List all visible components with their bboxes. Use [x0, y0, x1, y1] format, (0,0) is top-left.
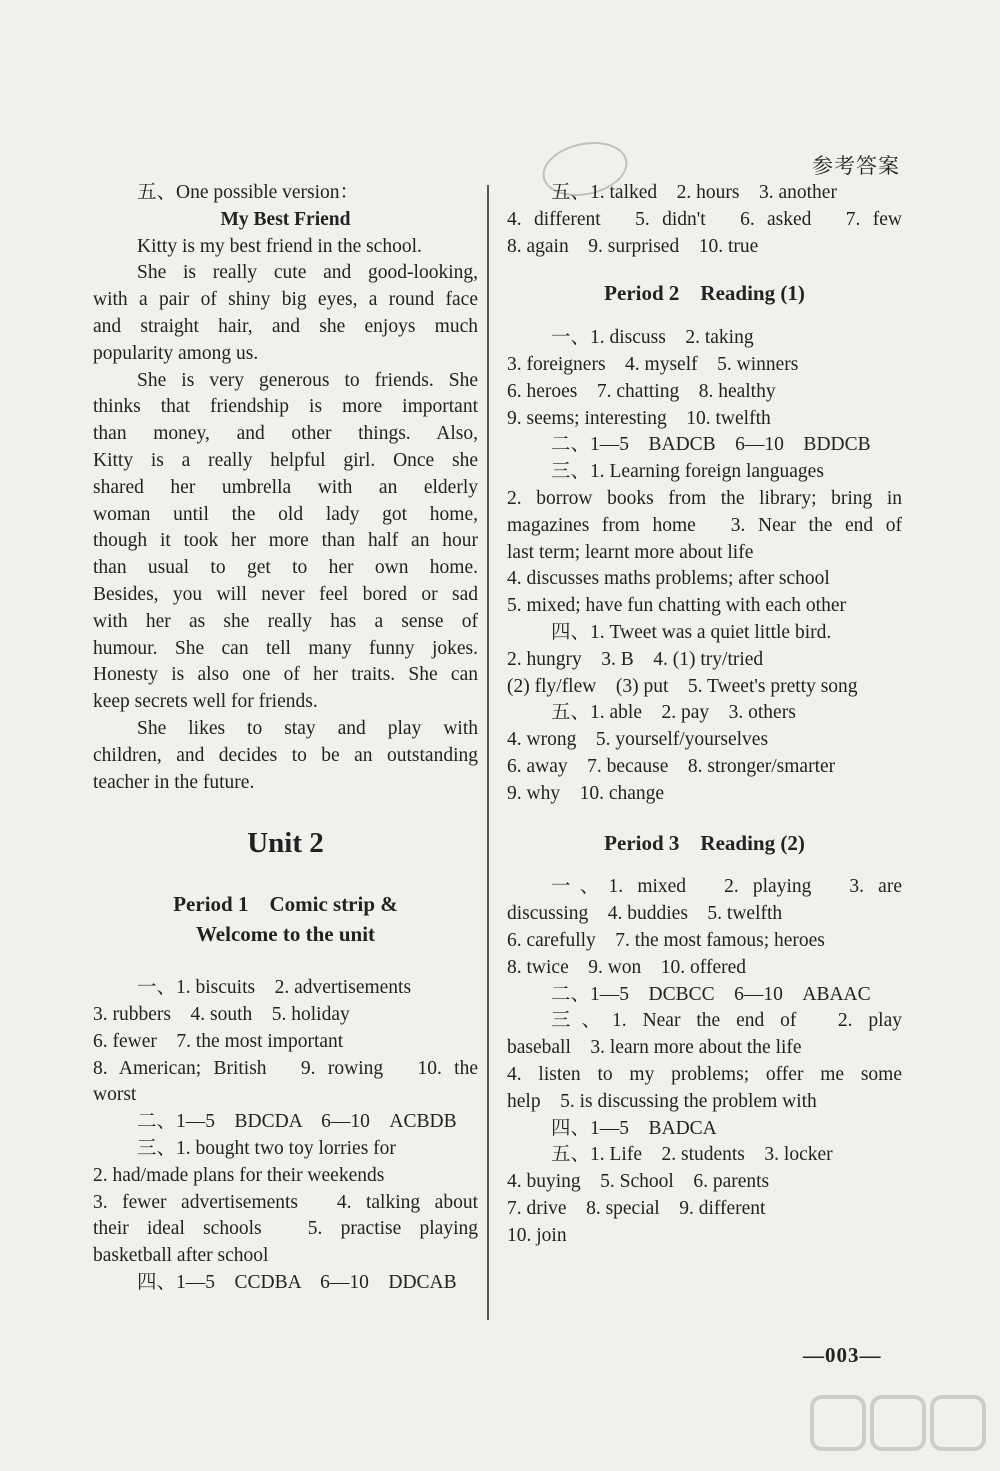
- text-line: keep secrets well for friends.: [93, 691, 318, 713]
- text-line: 二、1—5 DCBCC 6—10 ABAAC: [551, 983, 871, 1005]
- text-line: than usual to get to her own home.: [93, 557, 478, 579]
- text-line: 6. heroes 7. chatting 8. healthy: [507, 380, 776, 402]
- text-line: 4. listen to my problems; offer me some: [507, 1063, 902, 1085]
- text-line: 一、1. mixed 2. playing 3. are: [551, 876, 902, 898]
- period1-title-line1: Period 1 Comic strip &: [173, 892, 398, 917]
- text-line: 6. fewer 7. the most important: [93, 1030, 344, 1052]
- text-line: 五、1. talked 2. hours 3. another: [551, 182, 837, 203]
- text-line: 四、1. Tweet was a quiet little bird.: [551, 621, 832, 643]
- text-line: She likes to stay and play with: [137, 717, 478, 739]
- text-line: 四、1—5 CCDBA 6—10 DDCAB: [137, 1271, 457, 1293]
- text-line: basketball after school: [93, 1245, 269, 1267]
- text-line: last term; learnt more about life: [507, 541, 754, 563]
- text-line: children, and decides to be an outstanding: [93, 744, 478, 766]
- period2-answers: [507, 325, 902, 807]
- text-line: humour. She can tell many funny jokes.: [93, 637, 478, 659]
- version-label: 五、One possible version：: [137, 182, 360, 203]
- text-line: discussing 4. buddies 5. twelfth: [507, 903, 783, 925]
- text-line: baseball 3. learn more about the life: [507, 1037, 802, 1059]
- text-line: 9. why 10. change: [507, 782, 665, 804]
- text-line: Besides, you will never feel bored or sad: [93, 583, 478, 605]
- column-divider: [487, 185, 489, 1320]
- text-line: with her as she really has a sense of: [93, 610, 478, 632]
- left-column: [93, 180, 478, 1297]
- essay-title: My Best Friend: [220, 208, 351, 230]
- text-line: teacher in the future.: [93, 771, 255, 793]
- text-line: 一、1. discuss 2. taking: [551, 327, 754, 349]
- text-line: 4. wrong 5. yourself/yourselves: [507, 729, 769, 751]
- text-line: 二、1—5 BADCB 6—10 BDDCB: [551, 434, 871, 456]
- text-line: 4. different 5. didn't 6. asked 7. few: [507, 208, 902, 230]
- right-column: [507, 180, 902, 1249]
- text-line: 8. twice 9. won 10. offered: [507, 956, 746, 978]
- text-line: Honesty is also one of her traits. She can: [93, 664, 478, 686]
- text-line: 8. again 9. surprised 10. true: [507, 235, 759, 257]
- text-line: 三、1. bought two toy lorries for: [137, 1137, 396, 1159]
- text-line: 四、1—5 BADCA: [551, 1117, 717, 1139]
- text-line: their ideal schools 5. practise playing: [93, 1218, 478, 1240]
- page-number: —003—: [803, 1343, 882, 1367]
- page-header: 参考答案: [812, 154, 900, 178]
- text-line: popularity among us.: [93, 342, 259, 364]
- text-line: 7. drive 8. special 9. different: [507, 1197, 766, 1219]
- unit-title: Unit 2: [247, 827, 324, 860]
- text-line: shared her umbrella with an elderly: [93, 476, 478, 498]
- period3-answers: [507, 874, 902, 1249]
- top-answers: [507, 180, 902, 260]
- period2-title: Period 2 Reading (1): [604, 281, 805, 306]
- text-line: 10. join: [507, 1224, 567, 1246]
- text-line: She is really cute and good-looking,: [137, 262, 478, 284]
- text-line: magazines from home 3. Near the end of: [507, 514, 902, 536]
- text-line: 3. foreigners 4. myself 5. winners: [507, 353, 799, 375]
- text-line: than money, and other things. Also,: [93, 423, 478, 445]
- text-line: thinks that friendship is more important: [93, 396, 478, 418]
- text-line: 6. carefully 7. the most famous; heroes: [507, 929, 825, 951]
- text-line: with a pair of shiny big eyes, a round face: [93, 289, 478, 311]
- text-line: 6. away 7. because 8. stronger/smarter: [507, 755, 836, 777]
- text-line: (2) fly/flew (3) put 5. Tweet's pretty song: [507, 675, 858, 697]
- text-line: though it took her more than half an hour: [93, 530, 478, 552]
- text-line: 三、1. Learning foreign languages: [551, 461, 824, 483]
- text-line: 5. mixed; have fun chatting with each other: [507, 595, 846, 617]
- text-line: 3. rubbers 4. south 5. holiday: [93, 1003, 350, 1025]
- text-line: and straight hair, and she enjoys much: [93, 315, 478, 337]
- watermark-logo-icon: [810, 1395, 990, 1465]
- text-line: 三、1. Near the end of 2. play: [551, 1010, 902, 1032]
- text-line: Kitty is my best friend in the school.: [137, 235, 422, 257]
- text-line: 3. fewer advertisements 4. talking about: [93, 1191, 478, 1213]
- text-line: 一、1. biscuits 2. advertisements: [137, 977, 412, 999]
- text-line: 4. discusses maths problems; after school: [507, 568, 830, 590]
- text-line: 五、1. able 2. pay 3. others: [551, 702, 796, 724]
- text-line: Kitty is a really helpful girl. Once she: [93, 449, 478, 471]
- essay-body: [93, 234, 478, 797]
- text-line: She is very generous to friends. She: [137, 369, 478, 391]
- text-line: 9. seems; interesting 10. twelfth: [507, 407, 771, 429]
- period1-title-line2: Welcome to the unit: [195, 922, 376, 947]
- text-line: help 5. is discussing the problem with: [507, 1090, 817, 1112]
- text-line: 二、1—5 BDCDA 6—10 ACBDB: [137, 1111, 457, 1133]
- period1-answers: [93, 975, 478, 1297]
- text-line: 4. buying 5. School 6. parents: [507, 1171, 770, 1193]
- text-line: 8. American; British 9. rowing 10. the: [93, 1057, 478, 1079]
- text-line: 2. borrow books from the library; bring in: [507, 487, 902, 509]
- text-line: 2. had/made plans for their weekends: [93, 1164, 385, 1186]
- text-line: 2. hungry 3. B 4. (1) try/tried: [507, 648, 764, 670]
- text-line: 五、1. Life 2. students 3. locker: [551, 1144, 833, 1166]
- text-line: woman until the old lady got home,: [93, 503, 478, 525]
- period3-title: Period 3 Reading (2): [604, 830, 805, 855]
- text-line: worst: [93, 1084, 137, 1106]
